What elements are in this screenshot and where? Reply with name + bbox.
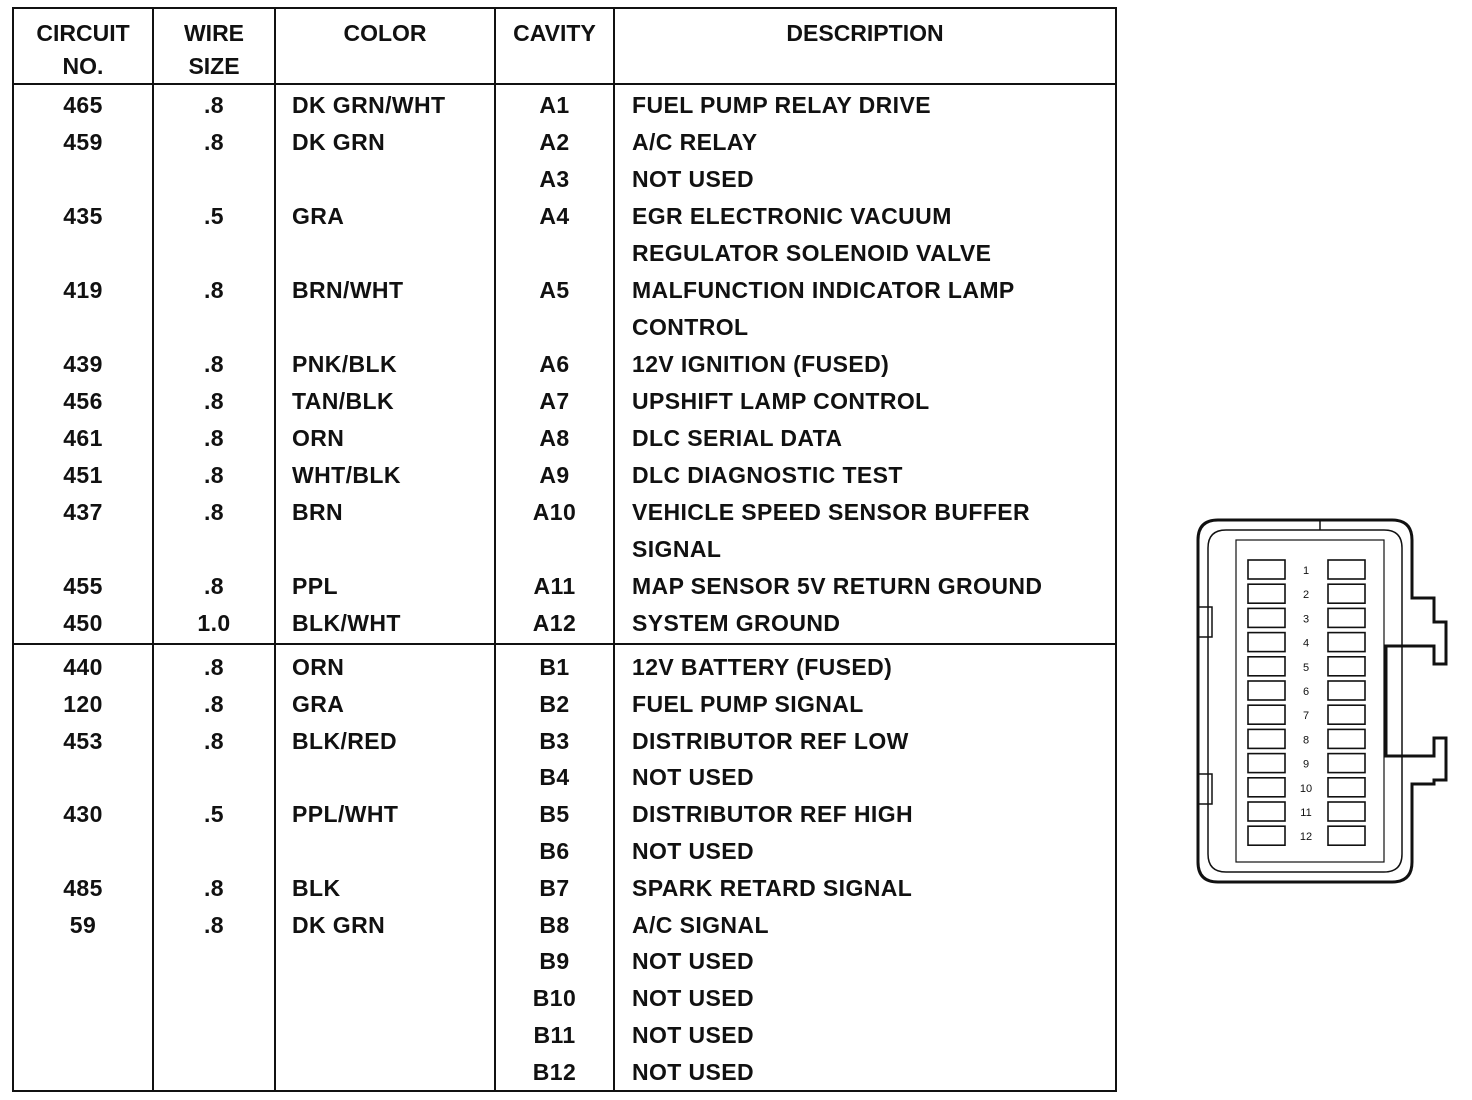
pin-cavity-a xyxy=(1248,608,1285,627)
pin-cavity-b xyxy=(1328,729,1365,748)
pin-number-label: 11 xyxy=(1300,807,1312,819)
connector-inner-wall xyxy=(1208,530,1402,872)
cell-cavity: A11 xyxy=(533,573,576,599)
cell-wire-size: .8 xyxy=(204,277,224,303)
column-divider xyxy=(613,9,615,1090)
cell-description: NOT USED xyxy=(632,764,755,791)
cell-description: A/C SIGNAL xyxy=(632,911,769,938)
cell-cavity: A8 xyxy=(539,425,570,451)
cell-wire-size: .8 xyxy=(204,351,224,377)
cell-color: TAN/BLK xyxy=(292,388,395,414)
cell-color: WHT/BLK xyxy=(292,462,401,488)
pin-cavity-b xyxy=(1328,633,1365,652)
pin-number-label: 12 xyxy=(1299,831,1313,844)
cell-cavity: A2 xyxy=(539,129,570,155)
cell-wire-size: .5 xyxy=(204,203,224,229)
cell-description: 12V BATTERY (FUSED) xyxy=(632,654,893,680)
cell-wire-size: 1.0 xyxy=(197,610,231,636)
cell-color: GRA xyxy=(292,690,345,717)
cell-color: BRN xyxy=(292,499,344,525)
cell-cavity: A6 xyxy=(539,351,570,377)
pin-cavity-b xyxy=(1328,802,1365,821)
cell-circuit-no: 419 xyxy=(63,277,103,303)
cell-description: DLC DIAGNOSTIC TEST xyxy=(632,462,903,488)
cell-cavity: A9 xyxy=(539,462,570,488)
cell-cavity: A12 xyxy=(532,610,577,636)
pin-cavity-b xyxy=(1328,826,1365,845)
cell-cavity: B12 xyxy=(532,1058,577,1085)
cell-circuit-no: 430 xyxy=(63,801,103,828)
pin-number-label: 6 xyxy=(1302,686,1310,698)
cell-cavity: B1 xyxy=(539,654,570,680)
header-circuit-no: CIRCUIT NO. xyxy=(36,20,130,79)
cell-description: SYSTEM GROUND xyxy=(632,610,841,636)
cell-description: MALFUNCTION INDICATOR LAMP xyxy=(632,277,1015,303)
cell-cavity: B6 xyxy=(539,838,570,864)
cell-cavity: A4 xyxy=(539,203,570,229)
pin-number-label: 10 xyxy=(1299,782,1313,795)
pin-cavity-a xyxy=(1248,681,1285,700)
cell-cavity: B11 xyxy=(533,1022,576,1048)
connector-face-diagram xyxy=(1190,512,1452,887)
pin-cavity-a xyxy=(1248,754,1285,773)
cell-description: DISTRIBUTOR REF LOW xyxy=(632,727,909,754)
cell-cavity: B2 xyxy=(539,690,570,717)
latch-upper xyxy=(1198,607,1212,637)
cell-cavity: A1 xyxy=(539,92,570,118)
cell-cavity: B3 xyxy=(539,727,570,754)
cell-wire-size: .8 xyxy=(204,874,224,901)
cell-description: A/C RELAY xyxy=(632,129,758,155)
cell-wire-size: .8 xyxy=(204,911,224,938)
cell-color: DK GRN xyxy=(292,129,386,155)
pin-cavity-b xyxy=(1328,681,1365,700)
cell-cavity: B7 xyxy=(539,874,570,901)
cell-description: NOT USED xyxy=(632,985,755,1012)
pin-cavity-a xyxy=(1248,826,1285,845)
cell-circuit-no: 439 xyxy=(63,351,103,377)
cell-wire-size: .8 xyxy=(204,388,224,414)
pin-cavity-a xyxy=(1248,778,1285,797)
cell-circuit-no: 455 xyxy=(63,573,103,599)
cell-cavity: A5 xyxy=(539,277,570,303)
pin-number-label: 2 xyxy=(1302,589,1310,602)
cell-color: DK GRN/WHT xyxy=(292,92,446,118)
cell-wire-size: .8 xyxy=(204,425,224,451)
cell-description: VEHICLE SPEED SENSOR BUFFER xyxy=(632,499,1031,525)
cell-wire-size: .5 xyxy=(204,801,224,828)
cell-cavity: B4 xyxy=(539,764,570,791)
cell-wire-size: .8 xyxy=(204,727,224,754)
cell-description: SPARK RETARD SIGNAL xyxy=(632,874,913,901)
header-cavity: CAVITY xyxy=(513,20,596,46)
cell-circuit-no: 437 xyxy=(63,499,103,525)
pin-cavity-b xyxy=(1328,754,1365,773)
cell-description: NOT USED xyxy=(632,838,755,864)
cell-color: BLK/WHT xyxy=(292,610,401,636)
cell-color: ORN xyxy=(292,425,345,451)
pin-cavity-b xyxy=(1328,705,1365,724)
cell-description: NOT USED xyxy=(632,1022,755,1048)
cell-circuit-no: 485 xyxy=(63,874,103,901)
pin-cavity-a xyxy=(1248,729,1285,748)
cell-description: EGR ELECTRONIC VACUUM xyxy=(632,203,952,229)
cell-circuit-no: 459 xyxy=(63,129,103,155)
cell-color: PPL xyxy=(292,573,338,599)
cell-color: ORN xyxy=(292,654,345,680)
cell-description: NOT USED xyxy=(632,166,755,192)
header-wire-size: WIRE SIZE xyxy=(183,20,245,79)
cell-wire-size: .8 xyxy=(204,92,224,118)
cell-color: DK GRN xyxy=(292,911,386,938)
cell-description: REGULATOR SOLENOID VALVE xyxy=(632,240,992,266)
cell-color: BLK xyxy=(292,874,341,901)
cell-color: PNK/BLK xyxy=(292,351,398,377)
cell-description: NOT USED xyxy=(632,948,755,975)
pin-cavity-a xyxy=(1248,802,1285,821)
cell-wire-size: .8 xyxy=(204,129,224,155)
cell-circuit-no: 453 xyxy=(63,727,103,754)
pinout-table xyxy=(12,7,1117,1092)
cell-circuit-no: 120 xyxy=(63,690,103,717)
cell-circuit-no: 456 xyxy=(63,388,103,414)
cell-circuit-no: 59 xyxy=(69,911,97,938)
column-divider xyxy=(274,9,276,1090)
cell-color: BRN/WHT xyxy=(292,277,404,303)
cell-wire-size: .8 xyxy=(204,462,224,488)
cell-description: FUEL PUMP SIGNAL xyxy=(632,690,864,717)
pin-cavity-a xyxy=(1248,560,1285,579)
cell-circuit-no: 440 xyxy=(63,654,103,680)
latch-lower xyxy=(1198,774,1212,804)
pin-number-label: 3 xyxy=(1302,613,1310,626)
cell-cavity: A3 xyxy=(539,166,570,192)
cell-cavity: B10 xyxy=(532,985,577,1012)
cell-cavity: A10 xyxy=(532,499,577,525)
cell-cavity: B5 xyxy=(539,801,570,828)
cell-cavity: B8 xyxy=(539,911,570,938)
cell-description: DISTRIBUTOR REF HIGH xyxy=(632,801,914,828)
pin-number-label: 1 xyxy=(1302,565,1310,577)
connector-outline xyxy=(1198,520,1446,882)
cell-circuit-no: 465 xyxy=(63,92,103,118)
pin-cavity-b xyxy=(1328,584,1365,603)
pin-cavity-b xyxy=(1328,560,1365,579)
pin-cavity-a xyxy=(1248,633,1285,652)
cell-wire-size: .8 xyxy=(204,573,224,599)
cell-description: NOT USED xyxy=(632,1058,755,1085)
cell-description: UPSHIFT LAMP CONTROL xyxy=(632,388,930,414)
cell-circuit-no: 461 xyxy=(63,425,103,451)
section-divider xyxy=(14,643,1115,645)
pin-cavity-b xyxy=(1328,778,1365,797)
cell-wire-size: .8 xyxy=(204,654,224,680)
cell-description: MAP SENSOR 5V RETURN GROUND xyxy=(632,573,1043,599)
pin-number-label: 7 xyxy=(1302,710,1310,723)
cell-description: CONTROL xyxy=(632,314,749,340)
cell-description: DLC SERIAL DATA xyxy=(632,425,843,451)
cell-color: BLK/RED xyxy=(292,727,398,754)
pin-number-label: 5 xyxy=(1302,661,1310,674)
header-description: DESCRIPTION xyxy=(786,20,944,46)
pin-cavity-b xyxy=(1328,657,1365,676)
pin-number-label: 8 xyxy=(1302,734,1310,747)
pin-cavity-a xyxy=(1248,584,1285,603)
cell-wire-size: .8 xyxy=(204,499,224,525)
pin-cavity-a xyxy=(1248,657,1285,676)
header-color: COLOR xyxy=(343,20,427,46)
pin-number-label: 4 xyxy=(1302,637,1310,650)
cell-wire-size: .8 xyxy=(204,690,224,717)
cell-description: 12V IGNITION (FUSED) xyxy=(632,351,890,377)
header-divider xyxy=(14,83,1115,85)
cell-circuit-no: 451 xyxy=(63,462,103,488)
cell-circuit-no: 450 xyxy=(63,610,103,636)
cell-color: PPL/WHT xyxy=(292,801,399,828)
cell-description: FUEL PUMP RELAY DRIVE xyxy=(632,92,931,118)
cell-description: SIGNAL xyxy=(632,536,722,562)
cell-cavity: B9 xyxy=(539,948,570,975)
cell-color: GRA xyxy=(292,203,345,229)
pin-number-label: 9 xyxy=(1302,758,1310,771)
cell-circuit-no: 435 xyxy=(63,203,103,229)
pin-cavity-b xyxy=(1328,608,1365,627)
cell-cavity: A7 xyxy=(539,388,570,414)
connector-pins xyxy=(1248,560,1365,845)
pin-cavity-a xyxy=(1248,705,1285,724)
